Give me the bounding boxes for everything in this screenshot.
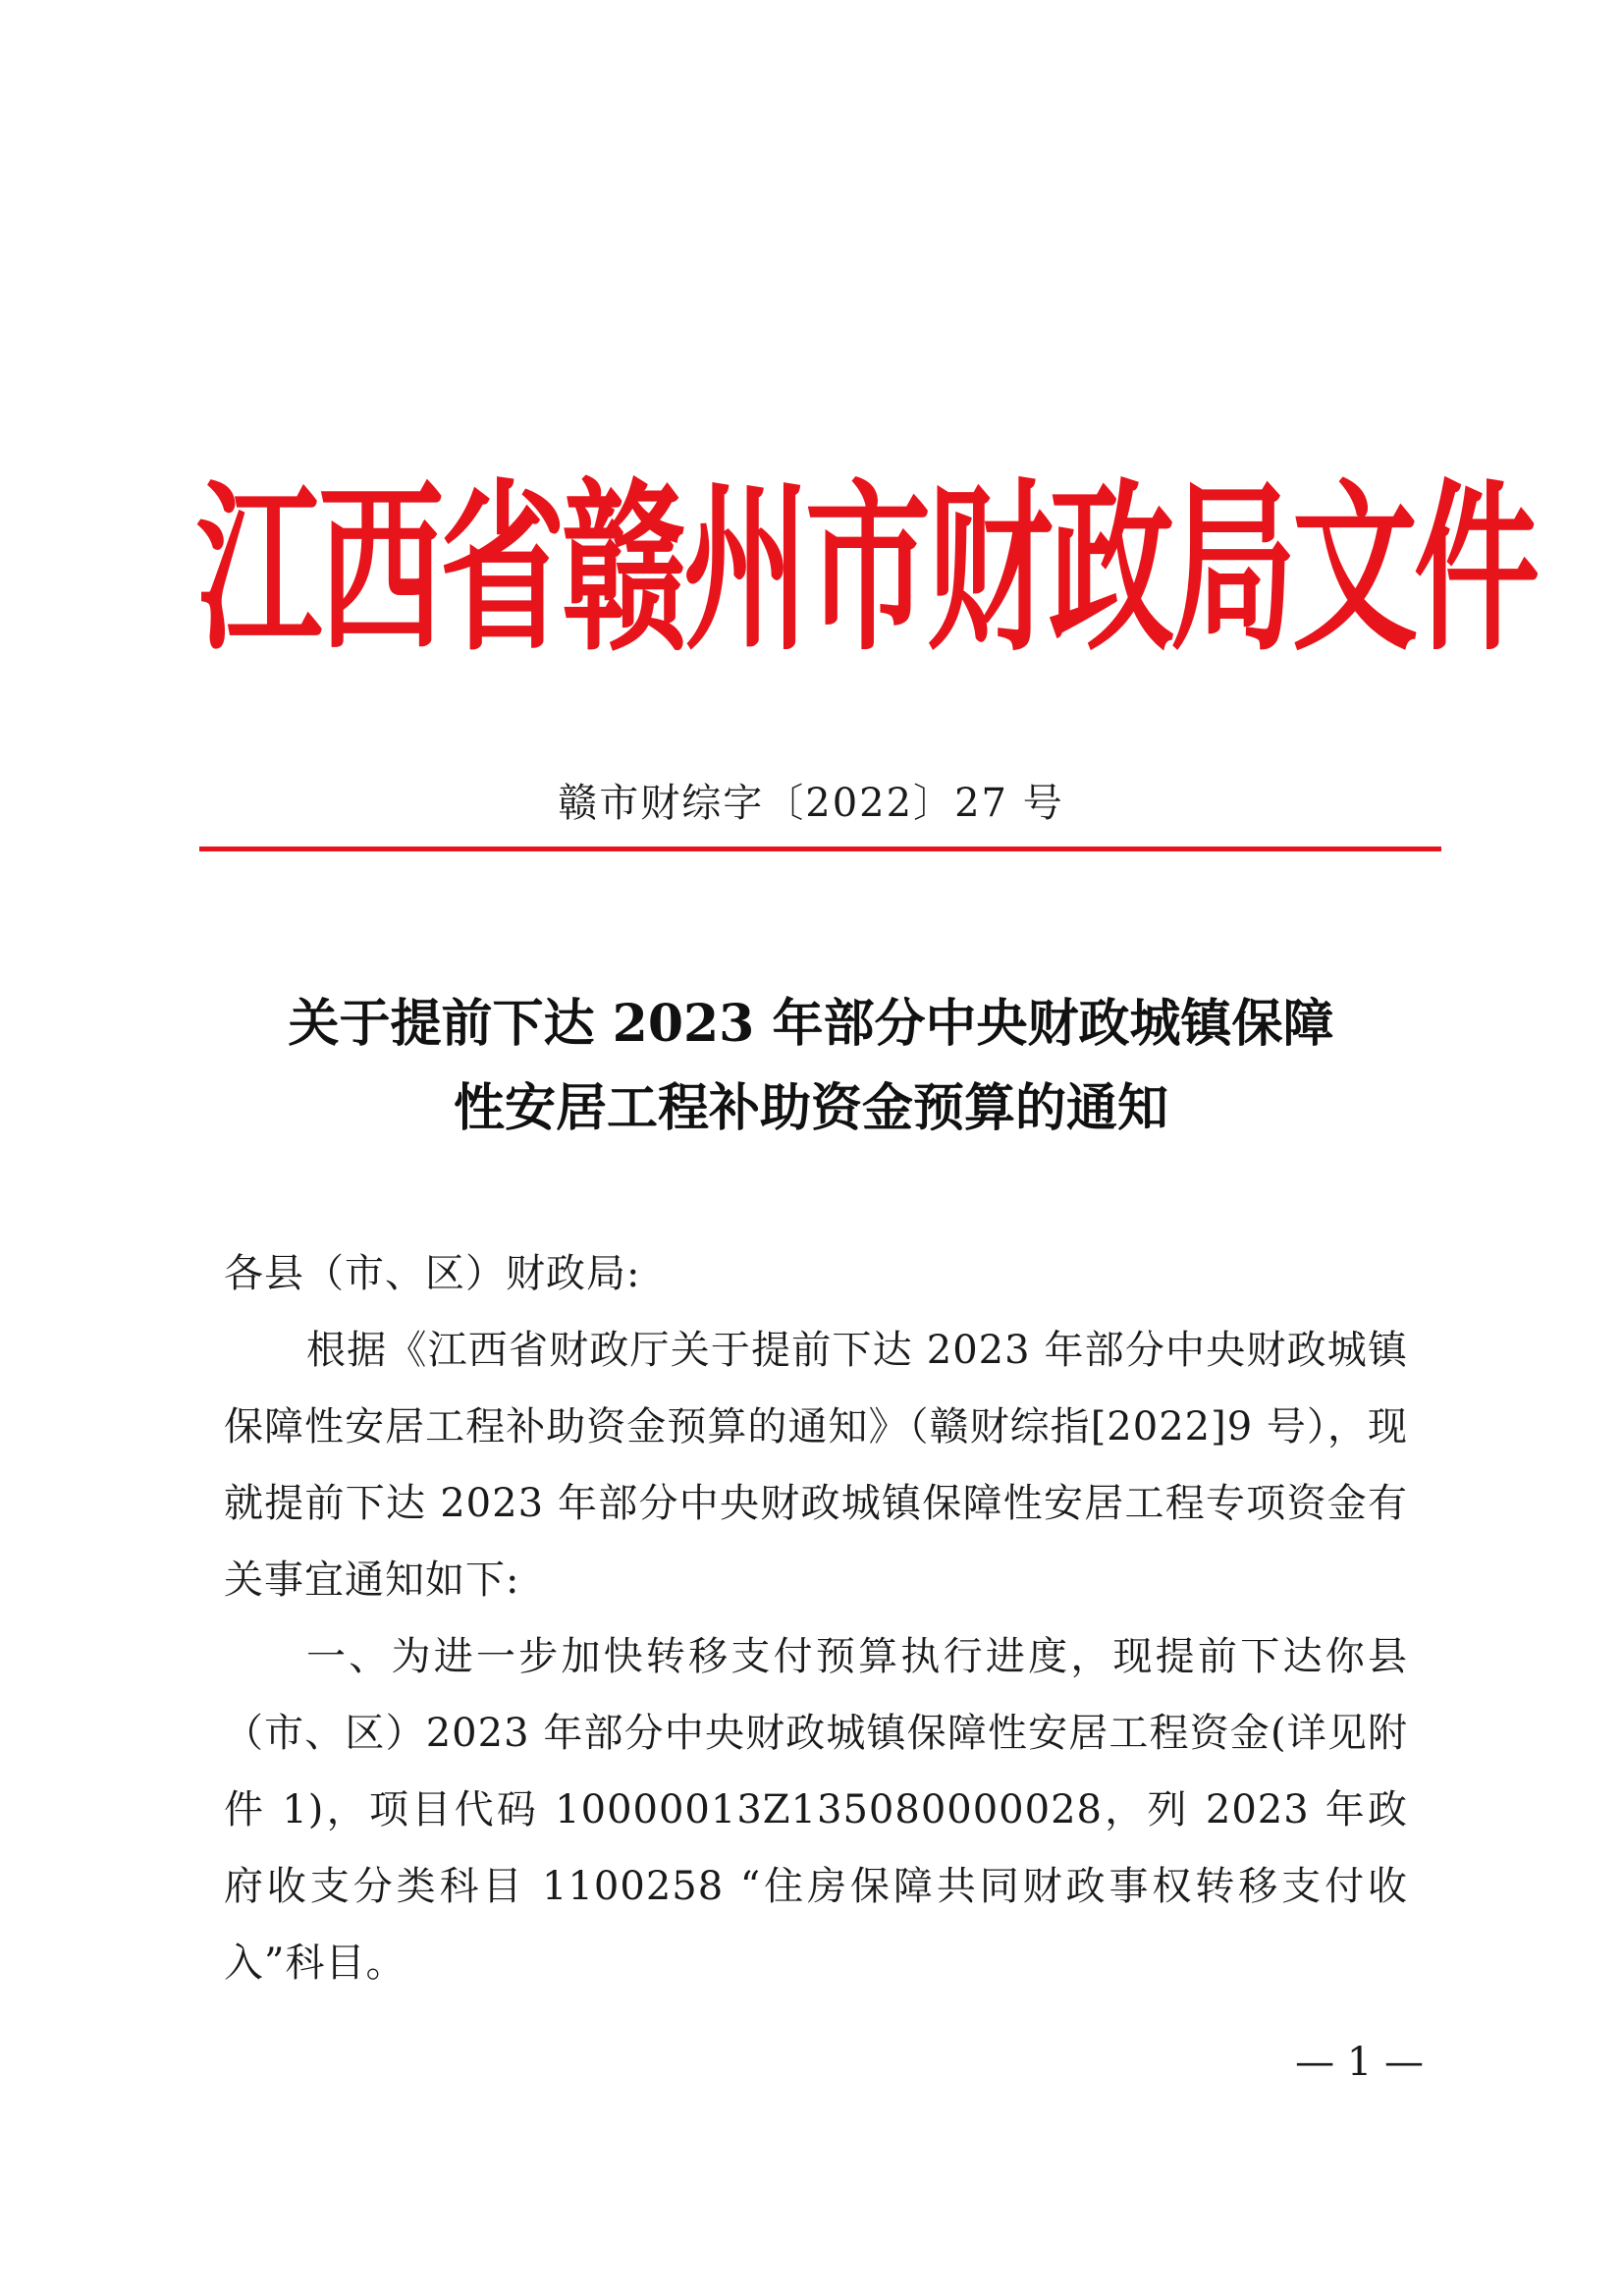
document-body bbox=[224, 1235, 1408, 2001]
paragraph-1: 根据《江西省财政厅关于提前下达 2023 年部分中央财政城镇保障性安居工程补助资金预算的通知》（赣财综指[2022]9 号），现就提前下达 2023 年部分中央财政城镇保障性安居工程专项资金有关事宜通知如下: bbox=[224, 1328, 1408, 1603]
document-number: 赣市财综字〔2022〕27 号 bbox=[558, 781, 1064, 826]
salutation: 各县（市、区）财政局: bbox=[224, 1251, 641, 1296]
document-title bbox=[196, 982, 1426, 1151]
page-number: — 1 — bbox=[1295, 2040, 1424, 2085]
masthead-title: 江西省赣州市财政局文件 bbox=[196, 463, 1537, 677]
paragraph-2: 一、为进一步加快转移支付预算执行进度，现提前下达你县（市、区）2023 年部分中央财政城镇保障性安居工程资金(详见附件 1)，项目代码 10000013Z135080000028，列 2023 年政府收支分类科目 1100258 “住房保障共同财政事权转移支付收入”科目。 bbox=[224, 1634, 1408, 1986]
title-line-2: 性安居工程补助资金预算的通知 bbox=[453, 1078, 1168, 1138]
red-separator-line bbox=[199, 847, 1441, 851]
title-line-1: 关于提前下达 2023 年部分中央财政城镇保障 bbox=[288, 994, 1334, 1054]
